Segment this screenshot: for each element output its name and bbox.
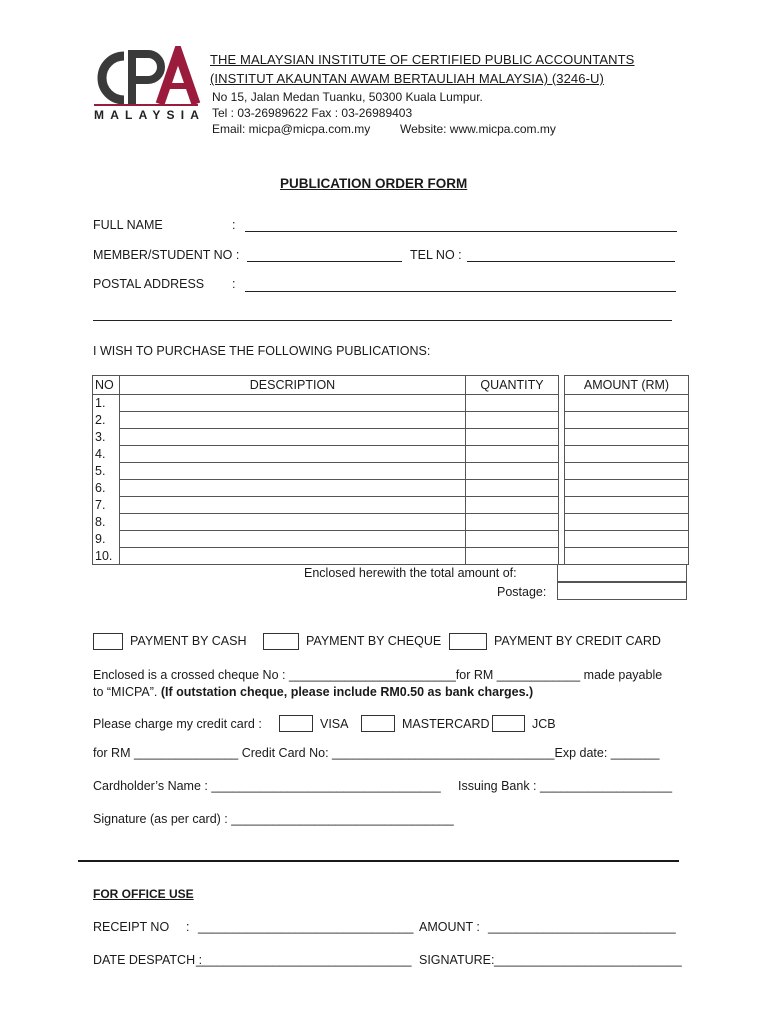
table-row [93, 480, 689, 497]
visa-label: VISA [320, 717, 349, 731]
cheque-payable-to [93, 685, 533, 699]
row-number: 4. [93, 446, 120, 463]
member-no-field[interactable] [247, 261, 402, 262]
postal-field-line-1[interactable] [245, 291, 676, 292]
row-number: 9. [93, 531, 120, 548]
postal-label: POSTAL ADDRESS [93, 277, 205, 291]
office-divider [78, 860, 679, 862]
quantity-cell[interactable] [466, 412, 559, 429]
description-cell[interactable] [120, 395, 466, 412]
date-despatch-label: DATE DESPATCH : [93, 953, 203, 967]
payment-cash-label: PAYMENT BY CASH [130, 634, 247, 648]
table-row [93, 412, 689, 429]
mastercard-checkbox[interactable] [361, 715, 395, 732]
logo-rule [94, 104, 198, 106]
quantity-cell[interactable] [466, 531, 559, 548]
office-signature-label: SIGNATURE: [419, 953, 495, 967]
description-cell[interactable] [120, 548, 466, 565]
jcb-label: JCB [532, 717, 556, 731]
purchase-instruction: I WISH TO PURCHASE THE FOLLOWING PUBLICATIONS: [93, 344, 431, 358]
office-amount-label: AMOUNT : [419, 920, 480, 934]
org-name: THE MALAYSIAN INSTITUTE OF CERTIFIED PUBLIC ACCOUNTANTS [210, 52, 635, 67]
row-number: 2. [93, 412, 120, 429]
row-number: 7. [93, 497, 120, 514]
org-email[interactable]: Email: micpa@micpa.com.my [212, 122, 371, 136]
receipt-no-colon: : [186, 920, 190, 934]
table-row [93, 429, 689, 446]
amount-cell[interactable] [565, 514, 689, 531]
description-cell[interactable] [120, 480, 466, 497]
amount-cell[interactable] [565, 446, 689, 463]
payment-credit-checkbox[interactable] [449, 633, 487, 650]
description-cell[interactable] [120, 429, 466, 446]
card-signature-line[interactable]: Signature (as per card) : ________________________________ [93, 812, 454, 826]
row-number: 10. [93, 548, 120, 565]
order-table [92, 375, 689, 565]
charge-card-label: Please charge my credit card : [93, 717, 262, 731]
table-row [93, 463, 689, 480]
payment-cash-checkbox[interactable] [93, 633, 123, 650]
quantity-cell[interactable] [466, 497, 559, 514]
date-despatch-field[interactable]: _______________________________ [196, 953, 412, 967]
table-header-row [93, 376, 689, 395]
amount-cell[interactable] [565, 497, 689, 514]
row-number: 6. [93, 480, 120, 497]
col-no-header: NO [93, 376, 120, 395]
mastercard-label: MASTERCARD [402, 717, 490, 731]
org-website[interactable]: Website: www.micpa.com.my [400, 122, 556, 136]
description-cell[interactable] [120, 446, 466, 463]
total-amount-box[interactable] [557, 564, 687, 582]
org-address: No 15, Jalan Medan Tuanku, 50300 Kuala Lumpur. [212, 90, 483, 104]
quantity-cell[interactable] [466, 429, 559, 446]
cheque-details-line[interactable]: Enclosed is a crossed cheque No : ________________________for RM ____________ made payable [93, 668, 663, 682]
office-signature-field[interactable]: ___________________________ [494, 953, 682, 967]
postal-field-line-2[interactable] [93, 320, 672, 321]
tel-field[interactable] [467, 261, 675, 262]
org-name-malay: (INSTITUT AKAUNTAN AWAM BERTAULIAH MALAYSIA) (3246-U) [210, 71, 604, 86]
postage-box[interactable] [557, 582, 687, 600]
table-row [93, 395, 689, 412]
row-number: 5. [93, 463, 120, 480]
jcb-checkbox[interactable] [492, 715, 525, 732]
table-row [93, 531, 689, 548]
row-number: 3. [93, 429, 120, 446]
description-cell[interactable] [120, 412, 466, 429]
row-number: 1. [93, 395, 120, 412]
amount-cell[interactable] [565, 429, 689, 446]
description-cell[interactable] [120, 497, 466, 514]
col-description-header: DESCRIPTION [120, 376, 466, 395]
amount-cell[interactable] [565, 548, 689, 565]
amount-cell[interactable] [565, 531, 689, 548]
postal-colon: : [232, 277, 236, 291]
receipt-no-field[interactable]: _______________________________ [198, 920, 414, 934]
full-name-field[interactable] [245, 231, 677, 232]
amount-cell[interactable] [565, 412, 689, 429]
postage-label: Postage: [497, 585, 547, 599]
amount-cell[interactable] [565, 463, 689, 480]
row-number: 8. [93, 514, 120, 531]
card-amount-line[interactable]: for RM _______________ Credit Card No: ________________________________Exp date: _______ [93, 746, 660, 760]
form-title: PUBLICATION ORDER FORM [280, 176, 468, 191]
payment-cheque-checkbox[interactable] [263, 633, 299, 650]
issuing-bank-line[interactable]: Issuing Bank : ___________________ [458, 779, 673, 793]
receipt-no-label: RECEIPT NO [93, 920, 170, 934]
total-label: Enclosed herewith the total amount of: [304, 566, 517, 580]
logo-subtitle: MALAYSIA [94, 108, 206, 122]
payment-credit-label: PAYMENT BY CREDIT CARD [494, 634, 661, 648]
col-amount-header: AMOUNT (RM) [565, 376, 689, 395]
description-cell[interactable] [120, 531, 466, 548]
amount-cell[interactable] [565, 480, 689, 497]
quantity-cell[interactable] [466, 463, 559, 480]
visa-checkbox[interactable] [279, 715, 313, 732]
member-no-label: MEMBER/STUDENT NO : [93, 248, 240, 262]
col-quantity-header: QUANTITY [466, 376, 559, 395]
table-row [93, 548, 689, 565]
full-name-colon: : [232, 218, 236, 232]
description-cell[interactable] [120, 463, 466, 480]
description-cell[interactable] [120, 514, 466, 531]
quantity-cell[interactable] [466, 480, 559, 497]
org-phone: Tel : 03-26989622 Fax : 03-26989403 [212, 106, 413, 120]
table-row [93, 446, 689, 463]
quantity-cell[interactable] [466, 548, 559, 565]
office-use-title: FOR OFFICE USE [93, 887, 194, 901]
tel-label: TEL NO : [410, 248, 462, 262]
full-name-label: FULL NAME [93, 218, 163, 232]
cardholder-name-line[interactable]: Cardholder’s Name : _________________________________ [93, 779, 441, 793]
table-row [93, 497, 689, 514]
outstation-note: (If outstation cheque, please include RM0.50 as bank charges.) [160, 685, 534, 699]
table-row [93, 514, 689, 531]
cheque-payee: to “MICPA”. [93, 685, 158, 699]
quantity-cell[interactable] [466, 514, 559, 531]
amount-cell[interactable] [565, 395, 689, 412]
quantity-cell[interactable] [466, 446, 559, 463]
office-amount-field[interactable]: ___________________________ [488, 920, 676, 934]
quantity-cell[interactable] [466, 395, 559, 412]
payment-cheque-label: PAYMENT BY CHEQUE [306, 634, 442, 648]
